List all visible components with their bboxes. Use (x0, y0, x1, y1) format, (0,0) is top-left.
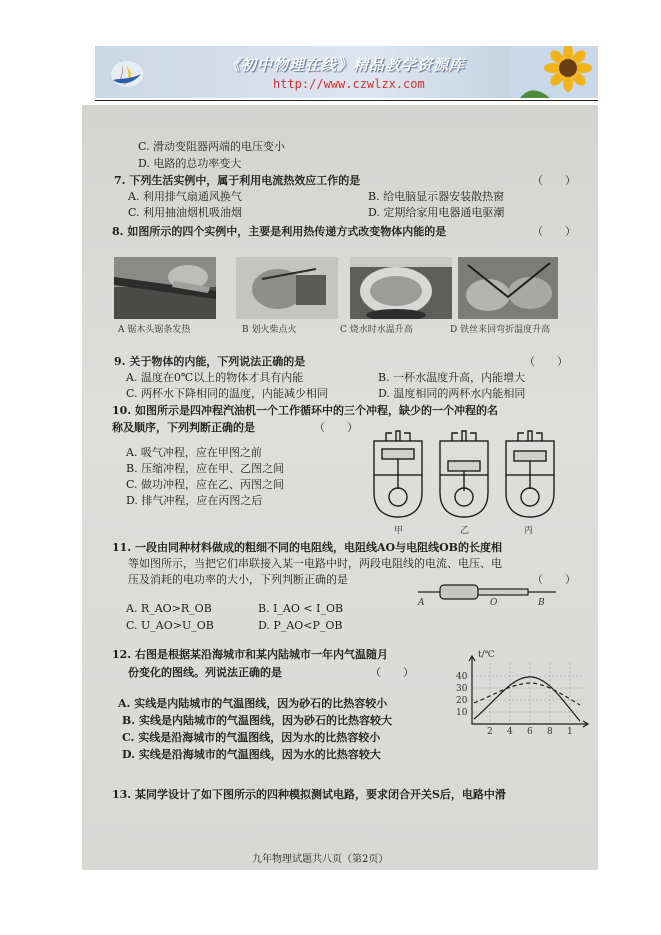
graph-ytick-10: 10 (456, 708, 468, 718)
graph-xtick-6: 6 (527, 727, 533, 737)
graph-ytick-40: 40 (456, 672, 468, 682)
header-banner (95, 46, 598, 98)
graph-xtick-4: 4 (507, 727, 513, 737)
q7-answer-bracket: （ ） (532, 174, 576, 187)
q7-option-a: A. 利用排气扇通风换气 (128, 190, 242, 203)
q9-option-a: A. 温度在0℃以上的物体才具有内能 (126, 371, 304, 384)
wire-label-b: B (538, 598, 545, 608)
q9-option-b: B. 一杯水温度升高，内能增大 (378, 371, 526, 384)
q12-option-c: C. 实线是沿海城市的气温图线，因为水的比热容较小 (122, 731, 381, 744)
q9-option-d: D. 温度相同的两杯水内能相同 (378, 387, 526, 400)
q11-stem-line2: 等如图所示，当把它们串联接入某一电路中时，两段电阻线的电流、电压、电 (128, 557, 502, 570)
q11-option-d: D. P_AO<P_OB (258, 619, 343, 632)
q11-option-c: C. U_AO>U_OB (126, 619, 214, 632)
saw-wood-photo (114, 257, 216, 319)
graph-ytick-30: 30 (456, 684, 468, 694)
q12-stem-line2: 份变化的图线。列说法正确的是 (128, 666, 282, 679)
q10-option-d: D. 排气冲程，应在丙图之后 (126, 494, 263, 507)
q9-answer-bracket: （ ） (524, 355, 568, 368)
q11-stem-line3: 压及消耗的电功率的大小，下列判断正确的是 (128, 573, 348, 586)
q6-option-d: D. 电路的总功率变大 (138, 157, 242, 170)
engine-label-yi: 乙 (460, 526, 470, 536)
boiling-water-photo (350, 257, 452, 319)
banner-title: 《初中物理在线》精品教学资源库 (225, 56, 466, 74)
q7-option-b: B. 给电脑显示器安装散热窗 (368, 190, 505, 203)
q11-option-a: A. R_AO>R_OB (126, 602, 212, 615)
q13-stem: 13. 某同学设计了如下图所示的四种模拟测试电路，要求闭合开关S后，电路中滑 (112, 788, 506, 801)
q10-answer-bracket: （ ） (314, 421, 358, 434)
graph-ylabel: t/℃ (478, 650, 495, 660)
q12-option-d: D. 实线是沿海城市的气温图线，因为水的比热容较大 (122, 748, 381, 761)
q7-option-c: C. 利用抽油烟机吸油烟 (128, 206, 243, 219)
q8-caption-d: D 铁丝来回弯折温度升高 (450, 325, 551, 335)
q12-answer-bracket: （ ） (370, 666, 414, 679)
q6-option-c: C. 滑动变阻器两端的电压变小 (138, 140, 286, 153)
graph-xtick-10: 1 (567, 727, 573, 737)
graph-xtick-8: 8 (547, 727, 553, 737)
q10-option-c: C. 做功冲程，应在乙、丙图之间 (126, 478, 285, 491)
engine-strokes-diagram (368, 427, 562, 525)
q8-caption-c: C 烧水时水温升高 (340, 325, 413, 335)
q12-option-a: A. 实线是内陆城市的气温图线，因为砂石的比热容较小 (118, 697, 388, 710)
q8-answer-bracket: （ ） (532, 225, 576, 238)
q12-stem-line1: 12. 右图是根据某沿海城市和某内陆城市一年内气温随月 (112, 648, 388, 661)
engine-label-jia: 甲 (394, 526, 404, 536)
page-footer: 九年物理试题共八页（第2页） (252, 854, 389, 865)
engine-yi-icon (440, 431, 488, 517)
q9-option-c: C. 两杯水下降相同的温度，内能减少相同 (126, 387, 329, 400)
wire-label-o: O (490, 598, 498, 608)
q10-option-b: B. 压缩冲程，应在甲、乙图之间 (126, 462, 285, 475)
q9-stem: 9. 关于物体的内能，下列说法正确的是 (114, 355, 306, 368)
graph-ytick-20: 20 (456, 696, 468, 706)
q7-stem: 7. 下列生活实例中，属于利用电流热效应工作的是 (114, 174, 361, 187)
q10-stem-line2: 称及顺序，下列判断正确的是 (112, 421, 255, 434)
engine-bing-icon (506, 431, 554, 517)
q10-option-a: A. 吸气冲程，应在甲图之前 (126, 446, 262, 459)
q10-stem-line1: 10. 如图所示是四冲程汽油机一个工作循环中的三个冲程，缺少的一个冲程的名 (112, 404, 498, 417)
engine-label-bing: 丙 (524, 526, 534, 536)
q8-caption-a: A 锯木头锯条发热 (118, 325, 191, 335)
q11-option-b: B. I_AO < I_OB (258, 602, 344, 615)
q7-option-d: D. 定期给家用电器通电驱潮 (368, 206, 505, 219)
q11-stem-line1: 11. 一段由同种材料做成的粗细不同的电阻线，电阻线AO与电阻线OB的长度相 (112, 541, 502, 554)
exam-page-scan (82, 105, 598, 870)
bending-wire-photo (458, 257, 558, 319)
q11-answer-bracket: （ ） (532, 573, 576, 586)
q8-stem: 8. 如图所示的四个实例中，主要是利用热传递方式改变物体内能的是 (112, 225, 447, 238)
site-logo-icon (109, 54, 145, 90)
sunflower-icon (510, 46, 598, 98)
banner-url[interactable]: http://www.czwlzx.com (273, 77, 425, 91)
q12-option-b: B. 实线是内陆城市的气温图线，因为砂石的比热容较大 (122, 714, 392, 727)
banner-divider (95, 100, 598, 101)
match-strike-photo (236, 257, 338, 319)
engine-jia-icon (374, 431, 422, 517)
wire-label-a: A (418, 598, 425, 608)
graph-xtick-2: 2 (487, 727, 493, 737)
q8-caption-b: B 划火柴点火 (242, 325, 297, 335)
